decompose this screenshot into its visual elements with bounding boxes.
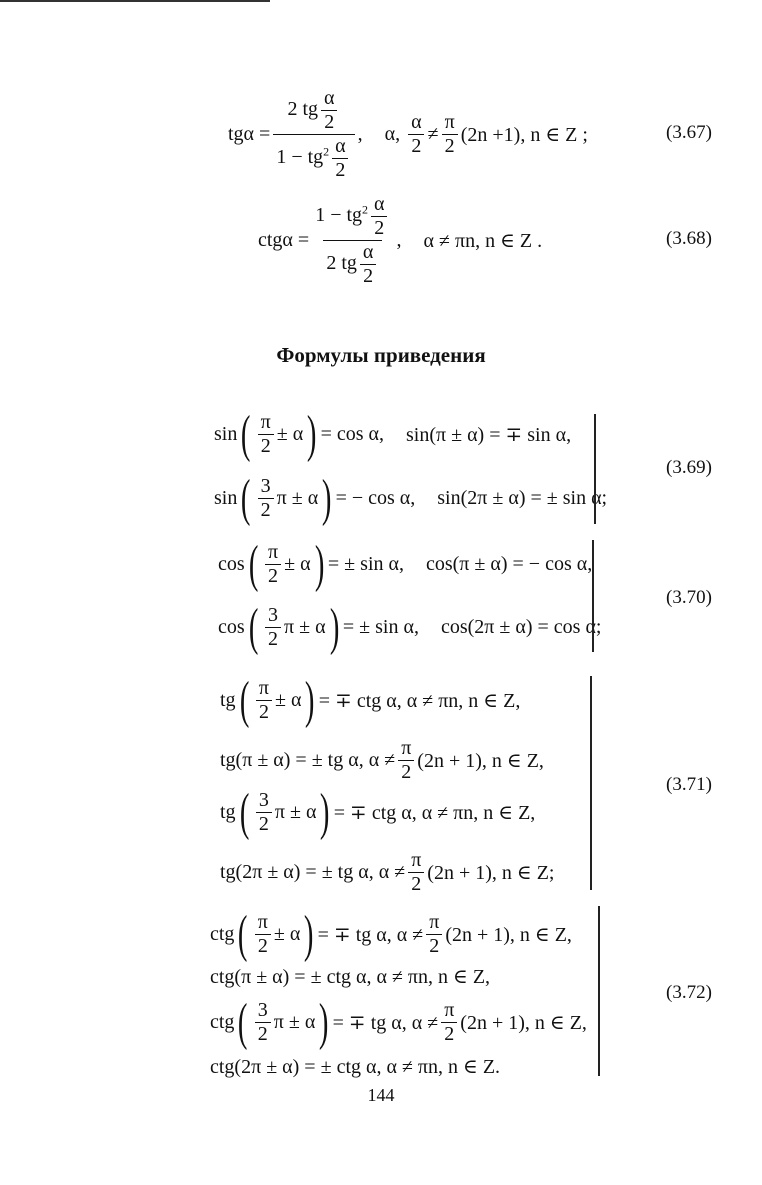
formula-3-67: tgα = 2 tg $\frac{\alpha}{2}$ $1 - tg^2$ $\frac{\alpha}{2}$ , α, $\frac{\alpha}{2}$ ≠ $\frac{\pi}{2}$ (2n +1), n ∈ Z ;: [228, 87, 588, 181]
formula-3-72-c: ctg ( $\frac{3}{2}$ π ± α ) = ∓ tg α, α ≠ $\frac{\pi}{2}$ (2n + 1), n ∈ Z,: [210, 993, 587, 1051]
equation-tag: (3.67): [666, 122, 712, 143]
formula-3-70-b: cos ( $\frac{3}{2}$ π ± α ) = ± sin α, cos(2π ± α) = cos α;: [218, 598, 602, 656]
page-number: 144: [367, 1085, 395, 1105]
right-brace: [584, 676, 592, 890]
tga-lhs: tgα =: [228, 123, 271, 145]
formula-3-68: ctgα = $1 - tg^2$ $\frac{\alpha}{2}$ 2 tg $\frac{\alpha}{2}$ , α ≠ πn, n ∈ Z .: [258, 193, 543, 287]
equation-tag: (3.69): [666, 457, 712, 478]
equation-tag: (3.72): [666, 982, 712, 1003]
formula-3-69-b: sin ( $\frac{3}{2}$ π ± α ) = − cos α, sin(2π ± α) = ± sin α;: [214, 469, 608, 527]
equation-tag: (3.71): [666, 774, 712, 795]
equation-tag: (3.68): [666, 228, 712, 249]
formula-3-69-a: sin ( $\frac{\pi}{2}$ ± α ) = cos α, sin(π ± α) = ∓ sin α,: [214, 405, 572, 463]
section-heading: Формулы приведения: [276, 343, 486, 367]
formula-3-72-a: ctg ( $\frac{\pi}{2}$ ± α ) = ∓ tg α, α ≠ $\frac{\pi}{2}$ (2n + 1), n ∈ Z,: [210, 905, 572, 963]
right-brace: [588, 414, 596, 524]
formula-3-71-a: tg ( $\frac{\pi}{2}$ ± α ) = ∓ ctg α, α ≠ πn, n ∈ Z,: [220, 671, 521, 729]
formula-3-71-c: tg ( $\frac{3}{2}$ π ± α ) = ∓ ctg α, α ≠ πn, n ∈ Z,: [220, 783, 536, 841]
formula-3-71-b: tg(π ± α) = ± tg α, α ≠ $\frac{\pi}{2}$ (2n + 1), n ∈ Z,: [220, 737, 544, 783]
formula-3-72-d: ctg(2π ± α) = ± ctg α, α ≠ πn, n ∈ Z.: [210, 1056, 501, 1078]
formula-3-71-d: tg(2π ± α) = ± tg α, α ≠ $\frac{\pi}{2}$ (2n + 1), n ∈ Z;: [220, 849, 555, 895]
equation-tag: (3.70): [666, 587, 712, 608]
right-brace: [592, 906, 600, 1076]
formula-3-72-b: ctg(π ± α) = ± ctg α, α ≠ πn, n ∈ Z,: [210, 966, 491, 988]
top-rule: [0, 0, 270, 2]
right-brace: [586, 540, 594, 652]
formula-3-70-a: cos ( $\frac{\pi}{2}$ ± α ) = ± sin α, cos(π ± α) = − cos α,: [218, 535, 593, 593]
